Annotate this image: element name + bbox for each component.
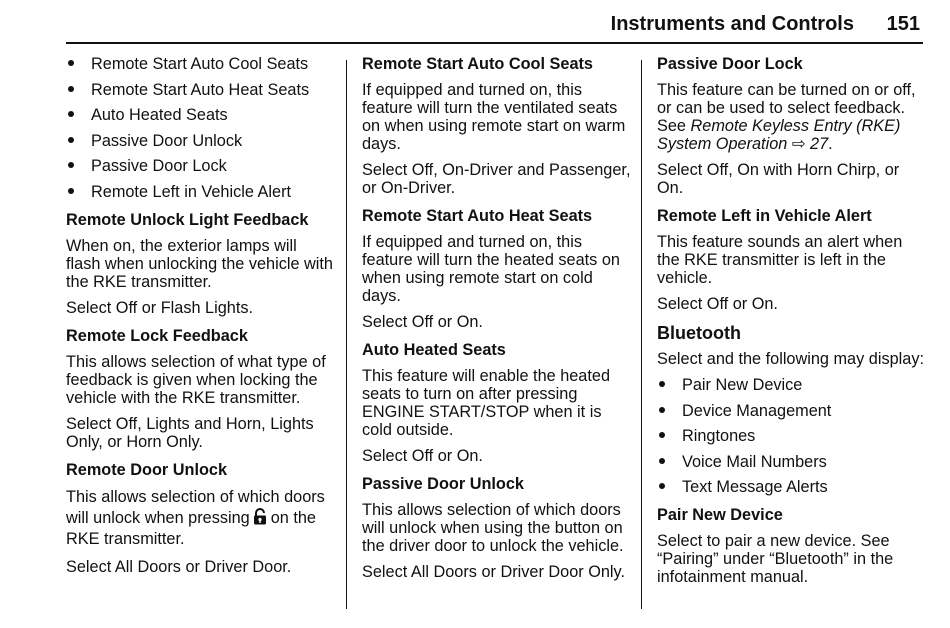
lock-feedback-select: Select Off, Lights and Horn, Lights Only, or Horn Only. <box>66 414 314 451</box>
left-alert-select: Select Off or On. <box>657 295 778 313</box>
auto-heated-desc: This feature will enable the heated seats to turn on after pressing ENGINE START/STOP when it is cold outside. <box>362 367 610 439</box>
passive-lock-select: Select Off, On with Horn Chirp, or On. <box>657 161 900 197</box>
bullet-icon <box>659 407 665 413</box>
bullet-icon <box>68 60 74 66</box>
rke-reference-link[interactable]: Remote Keyless Entry (RKE) System Operation <box>657 117 901 153</box>
column-divider <box>346 60 347 609</box>
list-item <box>657 402 925 420</box>
lock-feedback-desc: This allows selection of what type of feedback is given when locking the vehicle with the RKE transmitter. <box>66 352 326 407</box>
list-item-text: Device Management <box>682 401 832 420</box>
bullet-icon <box>659 458 665 464</box>
passive-unlock-desc: This allows selection of which doors will unlock when using the button on the driver door to unlock the vehicle. <box>362 501 624 555</box>
list-item-text: Remote Left in Vehicle Alert <box>91 182 292 201</box>
bluetooth-heading: Bluetooth <box>657 323 741 343</box>
passive-unlock-select: Select All Doors or Driver Door Only. <box>362 563 625 581</box>
list-item <box>66 157 334 175</box>
door-unlock-heading: Remote Door Unlock <box>66 460 228 479</box>
list-item-text: Ringtones <box>682 427 756 445</box>
list-item-text: Remote Start Auto Cool Seats <box>91 55 309 73</box>
list-item <box>66 183 334 201</box>
list-item-text: Remote Start Auto Heat Seats <box>91 80 310 99</box>
page-ref-number: 27 <box>810 135 829 153</box>
bullet-icon <box>659 483 665 489</box>
auto-heated-heading: Auto Heated Seats <box>362 341 506 359</box>
bullet-icon <box>68 111 74 117</box>
door-unlock-desc-text: on the RKE transmitter. <box>66 508 316 548</box>
heat-seats-heading: Remote Start Auto Heat Seats <box>362 207 593 225</box>
unlock-light-select: Select Off or Flash Lights. <box>66 298 254 317</box>
door-unlock-desc <box>66 487 334 550</box>
list-item-text: Passive Door Unlock <box>91 131 243 150</box>
pair-device-heading: Pair New Device <box>657 506 783 524</box>
door-unlock-select: Select All Doors or Driver Door. <box>66 557 292 576</box>
column-middle <box>362 55 632 589</box>
column-right <box>657 55 925 594</box>
list-item-text: Text Message Alerts <box>682 478 828 496</box>
section-title: Instruments and Controls <box>610 13 854 35</box>
cool-seats-desc: If equipped and turned on, this feature will turn the ventilated seats on when using remote start on warm days. <box>362 81 626 153</box>
passive-lock-heading: Passive Door Lock <box>657 55 803 73</box>
bluetooth-desc: Select and the following may display: <box>657 350 924 368</box>
bullet-icon <box>68 188 74 194</box>
list-item <box>66 106 334 124</box>
cool-seats-select: Select Off, On-Driver and Passenger, or On-Driver. <box>362 161 631 197</box>
bullet-icon <box>659 432 665 438</box>
list-item <box>657 478 925 496</box>
bullet-icon <box>68 86 74 92</box>
list-item <box>66 132 334 150</box>
list-item <box>66 81 334 99</box>
page-header <box>66 10 923 44</box>
list-item <box>657 453 925 471</box>
list-item <box>657 376 925 394</box>
left-alert-desc: This feature sounds an alert when the RKE transmitter is left in the vehicle. <box>657 233 903 287</box>
left-alert-heading: Remote Left in Vehicle Alert <box>657 207 872 225</box>
list-item <box>657 427 925 445</box>
door-unlock-desc-text: This allows selection of which doors will unlock when pressing <box>66 487 325 527</box>
pair-device-desc: Select to pair a new device. See “Pairing” under “Bluetooth” in the infotainment manual. <box>657 532 894 586</box>
passive-unlock-heading: Passive Door Unlock <box>362 475 524 493</box>
passive-lock-desc <box>657 81 925 153</box>
column-left <box>66 55 334 584</box>
list-item <box>66 55 334 73</box>
unlock-light-desc: When on, the exterior lamps will flash when unlocking the vehicle with the RKE transmitter. <box>66 236 333 291</box>
bluetooth-bullet-list <box>657 376 925 496</box>
column-divider <box>641 60 642 609</box>
bullet-icon <box>68 137 74 143</box>
page-ref-arrow-icon: ⇨ <box>791 135 806 153</box>
list-item-text: Auto Heated Seats <box>91 106 228 124</box>
list-item-text: Voice Mail Numbers <box>682 452 827 471</box>
feature-bullet-list <box>66 55 334 201</box>
auto-heated-select: Select Off or On. <box>362 447 483 465</box>
lock-feedback-heading: Remote Lock Feedback <box>66 326 248 345</box>
heat-seats-select: Select Off or On. <box>362 313 483 331</box>
period: . <box>828 135 833 153</box>
passive-lock-desc-text: This feature can be turned on or off, or can be used to select feedback. See <box>657 81 916 135</box>
heat-seats-desc: If equipped and turned on, this feature will turn the heated seats on when using remote start on cold days. <box>362 233 620 305</box>
unlock-icon <box>253 508 267 525</box>
list-item-text: Passive Door Lock <box>91 157 227 175</box>
cool-seats-heading: Remote Start Auto Cool Seats <box>362 55 593 73</box>
bullet-icon <box>659 381 665 387</box>
unlock-light-heading: Remote Unlock Light Feedback <box>66 210 309 229</box>
page-number: 151 <box>886 13 920 35</box>
list-item-text: Pair New Device <box>682 376 803 394</box>
bullet-icon <box>68 162 74 168</box>
